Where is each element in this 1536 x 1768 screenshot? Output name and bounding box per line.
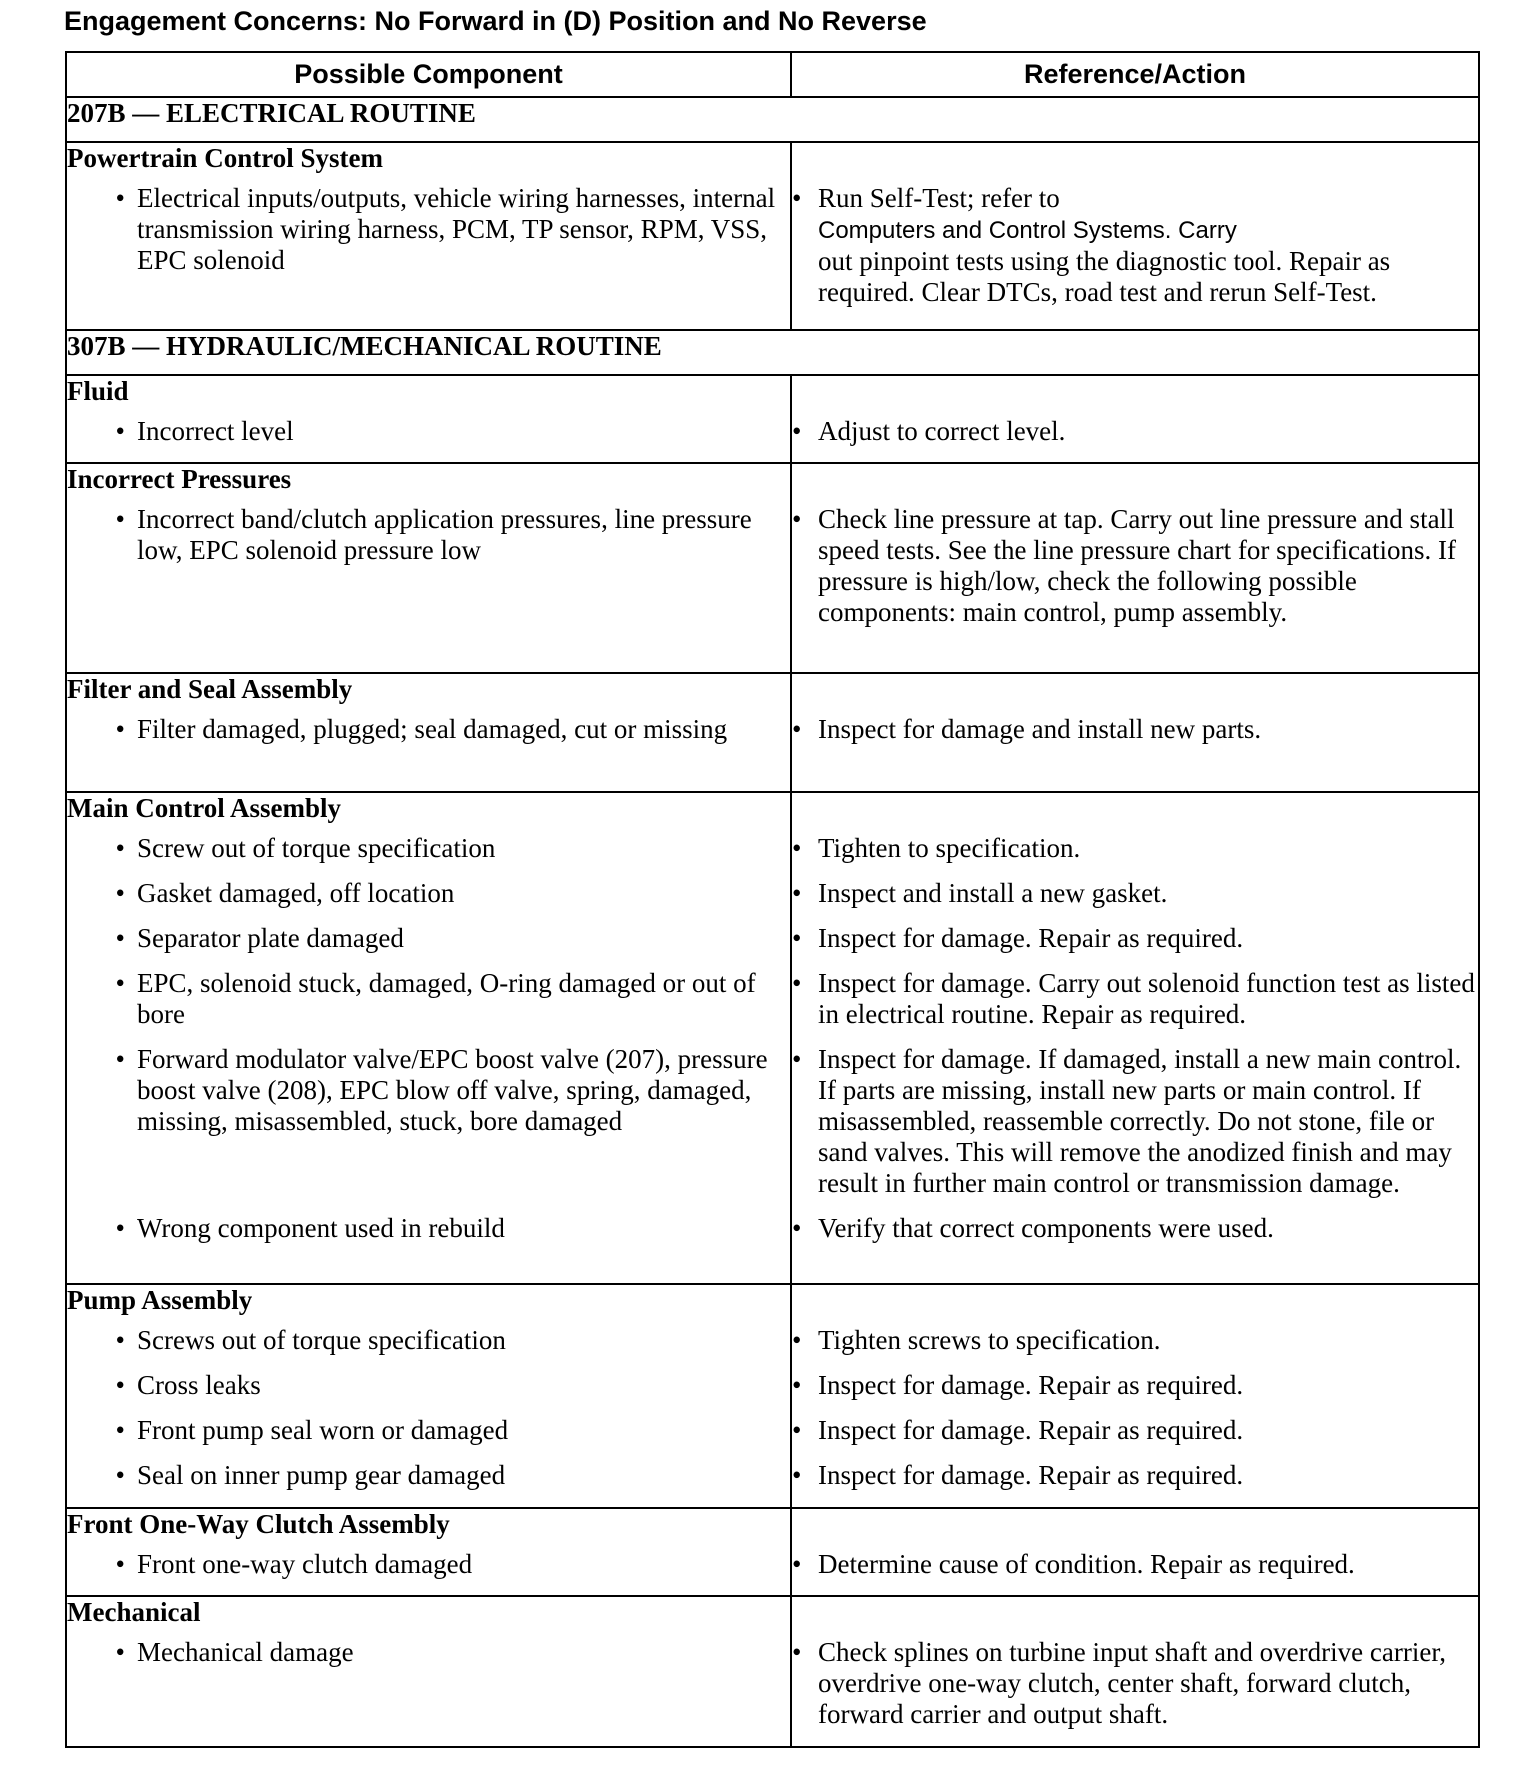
reference-link[interactable]: Computers and Control Systems.: [818, 217, 1172, 244]
list-item: [67, 1044, 790, 1199]
component-text: Filter damaged, plugged; seal damaged, cut or missing: [137, 714, 728, 744]
routine-title-307b: 307B — HYDRAULIC/MECHANICAL ROUTINE: [66, 330, 1479, 375]
list-item: [792, 923, 1478, 954]
component-cell: [66, 673, 791, 792]
bullet-icon: •: [792, 1415, 802, 1445]
action-text: Inspect and install a new gasket.: [818, 878, 1168, 908]
bullet-icon: •: [792, 714, 802, 744]
action-text: Inspect for damage. Repair as required.: [818, 923, 1244, 953]
action-cell: [791, 1508, 1479, 1596]
list-item: [67, 968, 790, 1030]
list-item: [67, 1460, 790, 1491]
action-text-ref-tail: Carry: [1171, 217, 1237, 244]
bullet-icon: •: [792, 833, 802, 863]
routine-row: [66, 330, 1479, 375]
bullet-icon: •: [792, 504, 802, 534]
table-row: [66, 673, 1479, 792]
list-item: [67, 504, 790, 566]
component-cell: [66, 1508, 791, 1596]
list-item: [792, 183, 1478, 308]
action-text: Inspect for damage. If damaged, install a new main control. If parts are missing, install new parts or main control. If misassembled, reassemble correctly. Do not stone, file or sand valves. This will remove the anodized finish and may result in further main control or transmission damage.: [818, 1044, 1462, 1198]
action-cell: [791, 463, 1479, 673]
bullet-icon: •: [115, 183, 125, 213]
bullet-icon: •: [115, 504, 125, 534]
action-text: Check line pressure at tap. Carry out line pressure and stall speed tests. See the line pressure chart for specifications. If pressure is high/low, check the following possible components: main control, pump assembly.: [818, 504, 1457, 627]
table-row: [66, 1508, 1479, 1596]
table-row: [66, 463, 1479, 673]
list-item: [792, 1549, 1478, 1580]
action-text: Inspect for damage. Repair as required.: [818, 1460, 1244, 1490]
bullet-icon: •: [792, 1370, 802, 1400]
bullet-icon: •: [792, 1325, 802, 1355]
header-possible-component: Possible Component: [66, 52, 791, 97]
list-item: [67, 183, 790, 276]
table-row: [66, 142, 1479, 330]
group-title: Pump Assembly: [67, 1285, 253, 1315]
list-item: [67, 1213, 790, 1244]
list-item: [792, 1460, 1478, 1491]
component-text: Incorrect band/clutch application pressures, line pressure low, EPC solenoid pressure low: [137, 504, 752, 565]
component-text: Forward modulator valve/EPC boost valve (207), pressure boost valve (208), EPC blow off valve, spring, damaged, missing, misassembled, stuck, bore damaged: [137, 1044, 768, 1136]
bullet-icon: •: [115, 1213, 125, 1243]
action-text: Inspect for damage. Repair as required.: [818, 1370, 1244, 1400]
list-item: [67, 416, 790, 447]
list-item: [67, 1370, 790, 1401]
bullet-icon: •: [792, 183, 802, 213]
component-text: Electrical inputs/outputs, vehicle wiring harnesses, internal transmission wiring harness, PCM, TP sensor, RPM, VSS, EPC solenoid: [137, 183, 776, 275]
action-text: Inspect for damage. Repair as required.: [818, 1415, 1244, 1445]
action-text: Verify that correct components were used.: [818, 1213, 1274, 1243]
diagnosis-table: [65, 51, 1480, 1748]
group-title: Fluid: [67, 376, 129, 406]
bullet-icon: •: [115, 968, 125, 998]
bullet-icon: •: [115, 1460, 125, 1490]
header-reference-action: Reference/Action: [791, 52, 1479, 97]
group-title: Mechanical: [67, 1597, 201, 1627]
action-cell: [791, 1284, 1479, 1508]
page-title: Engagement Concerns: No Forward in (D) Position and No Reverse: [64, 6, 927, 36]
component-text: Wrong component used in rebuild: [137, 1213, 505, 1243]
bullet-icon: •: [115, 923, 125, 953]
group-title: Incorrect Pressures: [67, 464, 292, 494]
bullet-icon: •: [115, 1415, 125, 1445]
component-text: Cross leaks: [137, 1370, 261, 1400]
component-cell: [66, 1596, 791, 1747]
bullet-icon: •: [115, 1549, 125, 1579]
component-text: Incorrect level: [137, 416, 294, 446]
bullet-icon: •: [792, 968, 802, 998]
action-text: Determine cause of condition. Repair as required.: [818, 1549, 1355, 1579]
action-text: [818, 183, 1478, 308]
table-row: [66, 1596, 1479, 1747]
list-item: [792, 416, 1478, 447]
table-row: [66, 375, 1479, 463]
action-text: Tighten screws to specification.: [818, 1325, 1161, 1355]
list-item: [67, 1325, 790, 1356]
component-text: Seal on inner pump gear damaged: [137, 1460, 506, 1490]
list-item: [792, 833, 1478, 864]
bullet-icon: •: [115, 833, 125, 863]
list-item: [792, 968, 1478, 1030]
list-item: [67, 714, 790, 745]
action-text: Inspect for damage and install new parts.: [818, 714, 1262, 744]
routine-title-207b: 207B — ELECTRICAL ROUTINE: [66, 97, 1479, 142]
component-cell: [66, 463, 791, 673]
group-title: Filter and Seal Assembly: [67, 674, 353, 704]
list-item: [792, 504, 1478, 628]
action-cell: [791, 673, 1479, 792]
action-text-rest: out pinpoint tests using the diagnostic tool. Repair as required. Clear DTCs, road test and rerun Self-Test.: [818, 246, 1391, 307]
list-item: [67, 1637, 790, 1668]
bullet-icon: •: [792, 1460, 802, 1490]
action-cell: [791, 792, 1479, 1284]
bullet-icon: •: [792, 1549, 802, 1579]
action-text-line1: Run Self-Test; refer to: [818, 183, 1060, 213]
component-cell: [66, 375, 791, 463]
action-cell: [791, 375, 1479, 463]
group-title: Front One-Way Clutch Assembly: [67, 1509, 450, 1539]
component-text: Separator plate damaged: [137, 923, 404, 953]
bullet-icon: •: [115, 1044, 125, 1074]
list-item: [792, 1637, 1478, 1730]
bullet-icon: •: [115, 878, 125, 908]
action-text: Adjust to correct level.: [818, 416, 1066, 446]
list-item: [792, 1415, 1478, 1446]
action-text: Check splines on turbine input shaft and overdrive carrier, overdrive one-way clutch, center shaft, forward clutch, forward carrier and output shaft.: [818, 1637, 1446, 1729]
bullet-icon: •: [792, 416, 802, 446]
list-item: [792, 1044, 1478, 1199]
bullet-icon: •: [115, 714, 125, 744]
bullet-icon: •: [115, 416, 125, 446]
bullet-icon: •: [115, 1370, 125, 1400]
component-text: Mechanical damage: [137, 1637, 354, 1667]
component-cell: [66, 142, 791, 330]
component-cell: [66, 792, 791, 1284]
list-item: [67, 1549, 790, 1580]
list-item: [792, 878, 1478, 909]
bullet-icon: •: [792, 1637, 802, 1667]
list-item: [792, 1213, 1478, 1244]
routine-row: [66, 97, 1479, 142]
action-text: Inspect for damage. Carry out solenoid function test as listed in electrical routine. Repair as required.: [818, 968, 1475, 1029]
list-item: [792, 714, 1478, 745]
component-text: Screw out of torque specification: [137, 833, 496, 863]
list-item: [67, 833, 790, 864]
component-cell: [66, 1284, 791, 1508]
list-item: [792, 1370, 1478, 1401]
action-cell: [791, 1596, 1479, 1747]
group-title: Main Control Assembly: [67, 793, 342, 823]
table-row: [66, 792, 1479, 1284]
action-cell: [791, 142, 1479, 330]
table-row: [66, 1284, 1479, 1508]
table-header-row: [66, 52, 1479, 97]
component-text: Gasket damaged, off location: [137, 878, 455, 908]
component-text: Front one-way clutch damaged: [137, 1549, 473, 1579]
list-item: [67, 923, 790, 954]
component-text: Screws out of torque specification: [137, 1325, 506, 1355]
group-title: Powertrain Control System: [67, 143, 383, 173]
bullet-icon: •: [792, 1213, 802, 1243]
bullet-icon: •: [115, 1637, 125, 1667]
list-item: [67, 878, 790, 909]
list-item: [792, 1325, 1478, 1356]
bullet-icon: •: [792, 878, 802, 908]
action-text: Tighten to specification.: [818, 833, 1081, 863]
component-text: EPC, solenoid stuck, damaged, O-ring damaged or out of bore: [137, 968, 756, 1029]
bullet-icon: •: [792, 1044, 802, 1074]
bullet-icon: •: [792, 923, 802, 953]
component-text: Front pump seal worn or damaged: [137, 1415, 509, 1445]
bullet-icon: •: [115, 1325, 125, 1355]
list-item: [67, 1415, 790, 1446]
